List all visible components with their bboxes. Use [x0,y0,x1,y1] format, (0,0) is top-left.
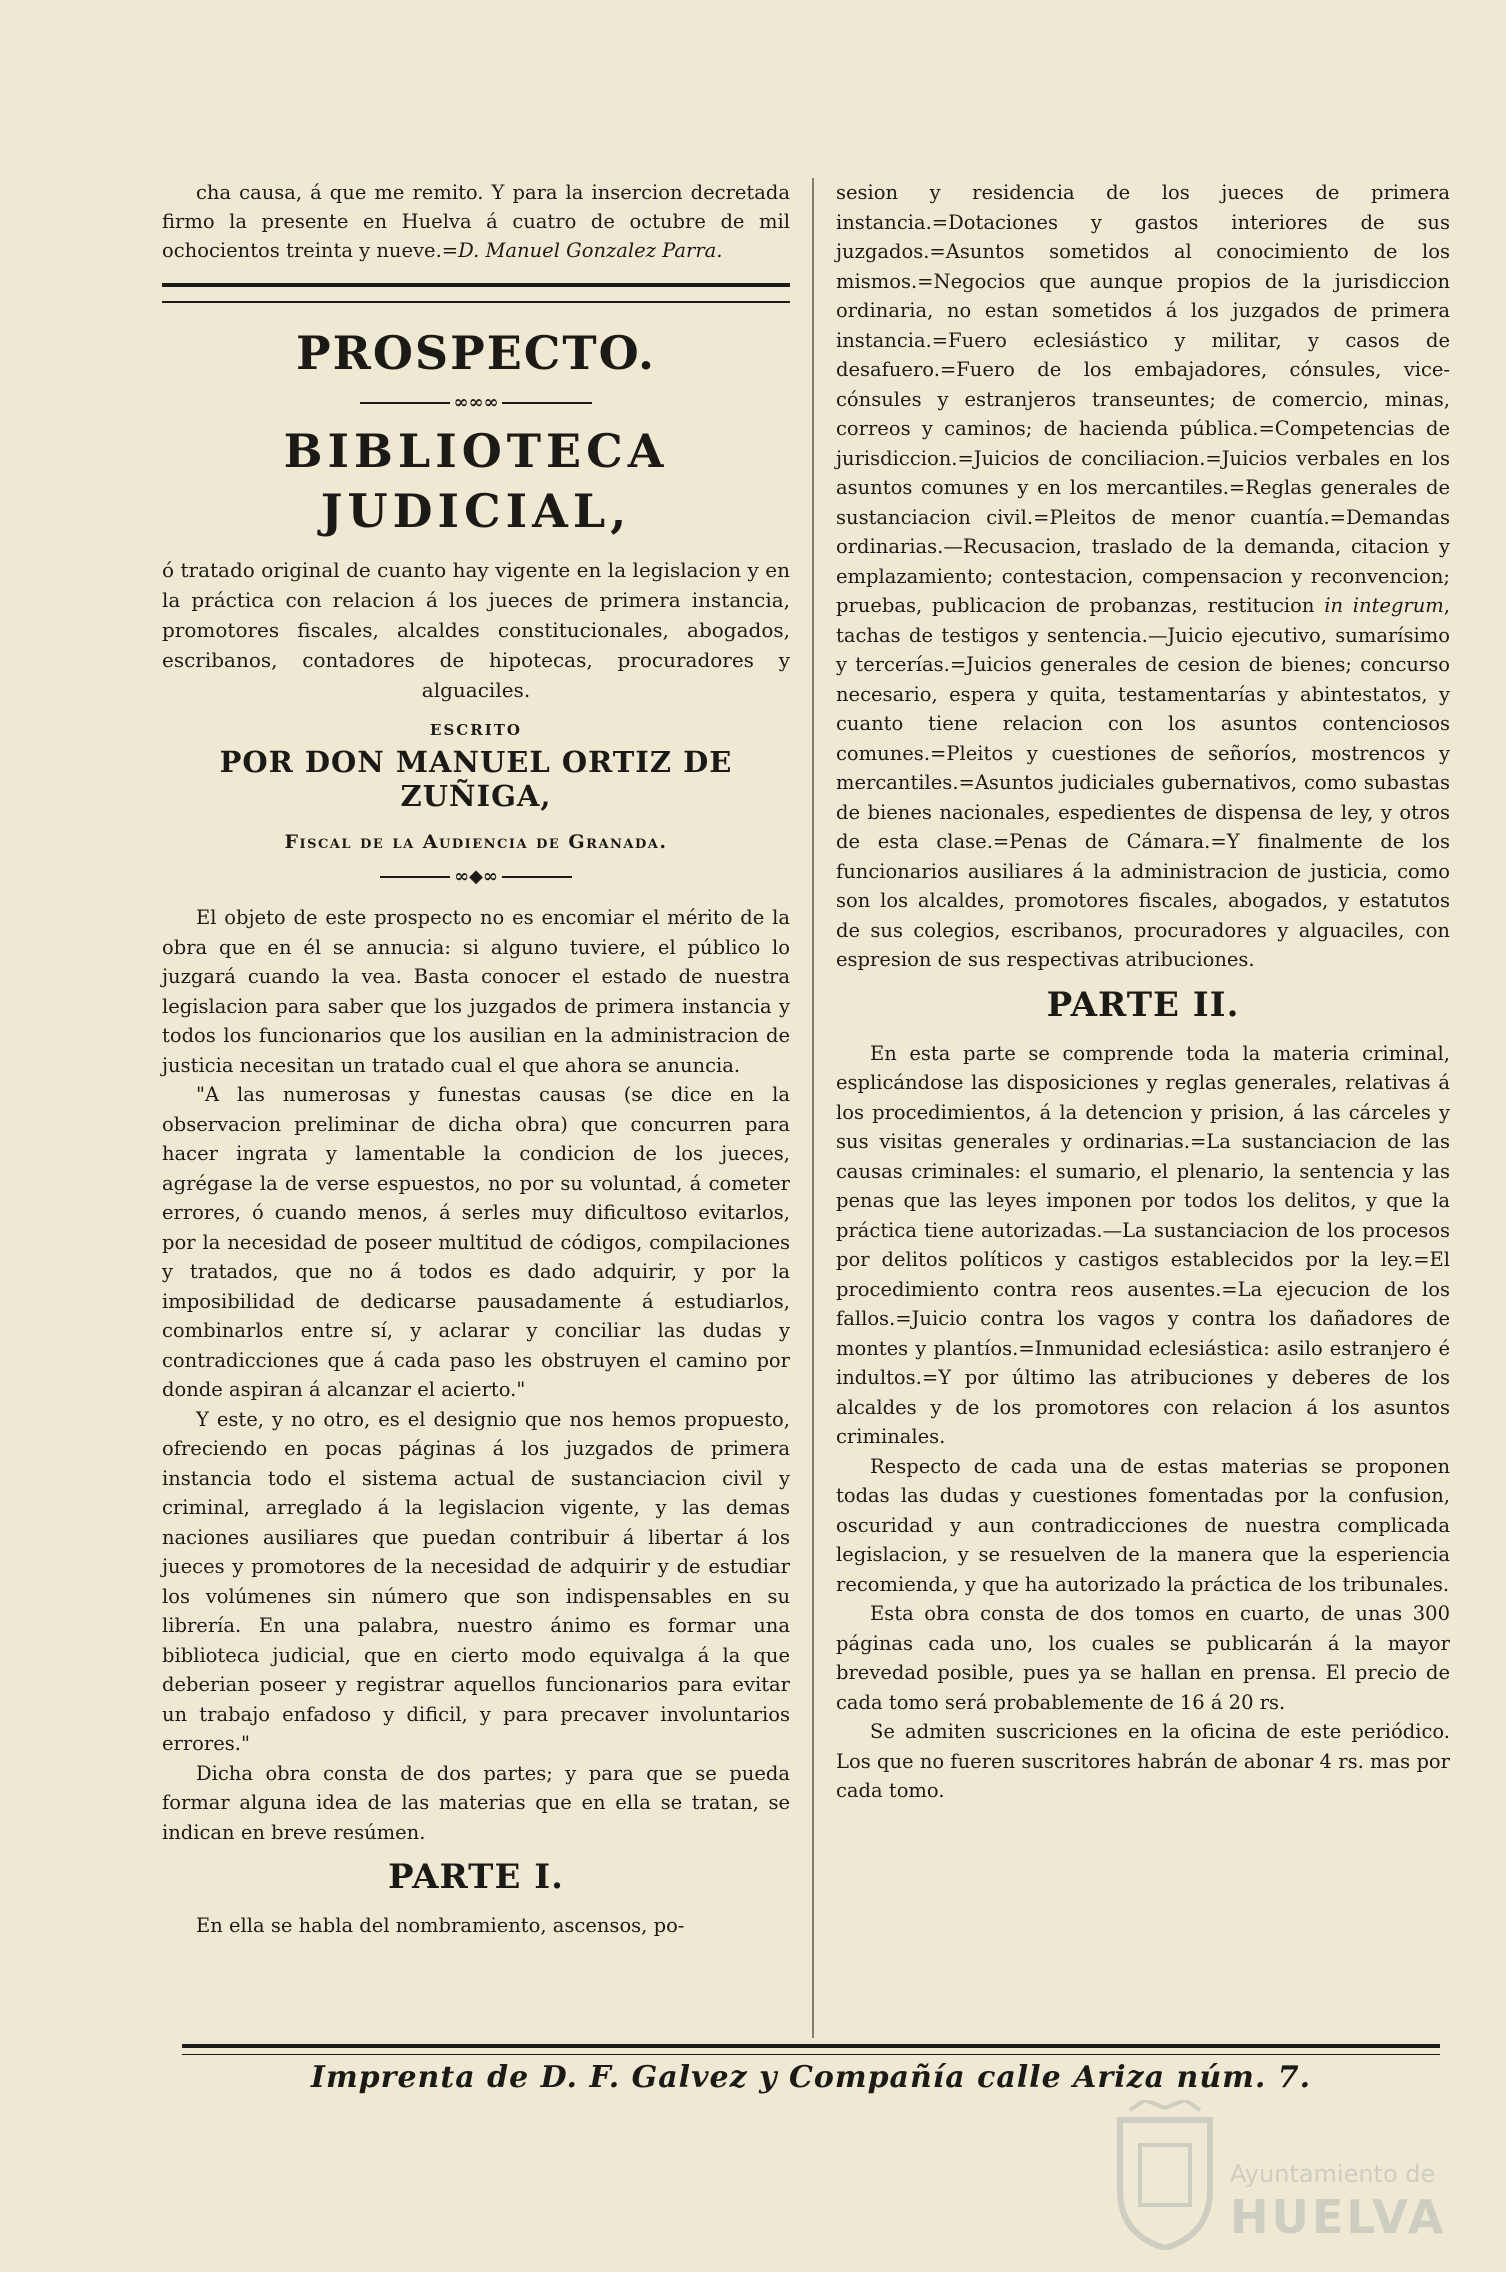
author-position: Fiscal de la Audiencia de Granada. [284,831,668,853]
parte-1-heading: PARTE I. [388,1857,564,1897]
body-paragraph: Se admiten suscriciones en la oficina de este periódico. Los que no fueren suscritores habrán de abonar 4 rs. mas por cada tomo. [836,1720,1450,1802]
parte-1-italic: in integrum [1324,594,1444,617]
ornament-line-icon [502,876,572,878]
right-column [836,178,1450,1806]
ornament-line-icon [360,402,450,404]
footer-rule [182,2044,1440,2055]
author-name: POR DON MANUEL ORTIZ DE ZUÑIGA, [219,745,733,813]
ornament-knot-icon: ∞∞∞ [453,392,499,413]
parte-1-continuation [836,178,1450,975]
subtitle: ó tratado original de cuanto hay vigente en la legislacion y en la práctica con relacion á los jueces de primera instancia, promotores fiscales, alcaldes constitucionales, abogados, escribanos, contadores de hipotecas, procuradores y alguaciles. [162,558,790,702]
body-paragraph: En esta parte se comprende toda la materia criminal, esplicándose las disposiciones y reglas generales, relativas á los procedimientos, á la detencion y prision, á las cárceles y sus visitas generales y ordinarias.=La sustanciacion de las causas criminales: el sumario, el plenario, la sentencia y las penas que las leyes imponen por todos los delitos, y que la práctica tiene autorizadas.—La sustanciacion de los procesos por delitos políticos y castigos establecidos por la ley.=El procedimiento contra reos ausentes.=La ejecucion de los fallos.=Juicio contra los vagos y contra los dañadores de montes y plantíos.=Inmunidad eclesiástica: asilo estranjero é indultos.=Y por último las atribuciones y deberes de los alcaldes y de los promotores con relacion á los asuntos criminales. [836,1041,1450,1448]
body-paragraph: "A las numerosas y funestas causas (se dice en la observacion preliminar de dicha obra) que concurren para hacer ingrata y lamentable la condicion de los jueces, agrégase la de verse espuestos, no por su voluntad, á cometer errores, ó cuando menos, á serles muy dificultoso evitarlos, por la necesidad de poseer multitud de códigos, compilaciones y tratados, que no á todos es dado adquirir, y por la imposibilidad de dedicarse pausadamente á estudiarlos, combinarlos entre sí, y aclarar y conciliar las dudas y contradicciones que á cada paso les obstruyen el camino por donde aspiran á alcanzar el acierto." [162,1083,790,1401]
body-paragraph: El objeto de este prospecto no es encomiar el mérito de la obra que en él se annucia: si alguno tuviere, el público lo juzgará cuando la vea. Basta conocer el estado de nuestra legislacion para saber que los juzgados de primera instancia y todos los funcionarios que los ausilian en la administracion de justicia necesitan un tratado cual el que ahora se anuncia. [162,906,790,1077]
body-paragraph: Y este, y no otro, es el designio que nos hemos propuesto, ofreciendo en pocas páginas á los juzgados de primera instancia todo el sistema actual de sustanciacion civil y criminal, arreglado á la legislacion vigente, y las demas naciones ausiliares que puedan contribuir á libertar á los jueces y promotores de la necesidad de adquirir y de estudiar los volúmenes sin número que son indispensables en su librería. En una palabra, nuestro ánimo es formar una biblioteca judicial, que en cierto modo equivalga á la que deberian poseer y registrar aquellos funcionarios para evitar un trabajo enfadoso y dificil, y para precaver involuntarios errores." [162,1407,790,1755]
publication-title: BIBLIOTECA JUDICIAL, [283,424,669,538]
watermark-line-2: HUELVA [1230,2190,1447,2244]
parte-1-text: sesion y residencia de los jueces de primera instancia.=Dotaciones y gastos interiores de sus juzgados.=Asuntos sometidos al conocimiento de los mismos.=Negocios que aunque propios de la jurisdiccion ordinaria, no estan sometidos á los juzgados de primera instancia.=Fuero eclesiástico y militar, y casos de desafuero.=Fuero de los embajadores, cónsules, vice-cónsules y estranjeros transeuntes; de comercio, minas, correos y caminos; de hacienda pública.=Competencias de jurisdiccion.=Juicios de conciliacion.=Juicios verbales en los asuntos comunes y en los mercantiles.=Reglas generales de sustanciacion civil.=Pleitos de menor cuantía.=Demandas ordinarias.—Recusacion, traslado de la demanda, citacion y emplazamiento; contestacion, compensacion y reconvencion; pruebas, publicacion de probanzas, restitucion [836,181,1450,617]
signature: D. Manuel Gonzalez Parra. [458,239,723,262]
left-column [162,178,790,1941]
parte-2-heading: PARTE II. [1046,984,1240,1025]
continuation-text: cha causa, á que me remito. Y para la insercion decretada firmo la presente en Huelva á cuatro de octubre de mil ochocientos treinta y nueve.= [162,181,790,262]
ornament-knot-icon: ∞◆∞ [454,866,498,887]
body-paragraph: Dicha obra consta de dos partes; y para que se pueda formar alguna idea de las materias que en ella se tratan, se indican en breve resúmen. [162,1761,790,1844]
prospecto-title: PROSPECTO. [296,326,656,380]
double-rule-divider [162,283,790,303]
ornament-divider [162,393,790,413]
body-paragraph: Respecto de cada una de estas materias se proponen todas las dudas y cuestiones fomentadas por la confusion, oscuridad y aun contradicciones de nuestra complicada legislacion, y se resuelven de la manera que la esperiencia recomienda, y que ha autorizado la práctica de los tribunales. [836,1454,1450,1596]
continuation-paragraph [162,178,790,265]
ornament-line-icon [502,402,592,404]
shield-icon [1110,2100,1220,2250]
column-divider [812,178,814,2038]
watermark-line-1: Ayuntamiento de [1230,2160,1436,2188]
ornament-divider [162,867,790,887]
parte-1-text-end: , tachas de testigos y sentencia.—Juicio ejecutivo, sumarísimo y tercerías.=Juicios generales de cesion de bienes; concurso necesario, espera y quita, testamentarías y abintestatos, y cuanto tiene relacion con los asuntos contenciosos comunes.=Pleitos y cuestiones de señoríos, mostrencos y mercantiles.=Asuntos judiciales gubernativos, como subastas de bienes nacionales, espedientes de dispensa de ley, y otros de esta clase.=Penas de Cámara.=Y finalmente de los funcionarios ausiliares á la administracion de justicia, como son los alcaldes, promotores fiscales, abogados, y estatutos de sus colegios, escribanos, procuradores y alguaciles, con espresion de sus respectivas atribuciones. [836,594,1450,971]
watermark-stamp [1110,2090,1470,2260]
escrito-label: ESCRITO [430,721,522,739]
ornament-line-icon [380,876,450,878]
parte-1-start: En ella se habla del nombramiento, ascensos, po- [196,1914,685,1937]
imprenta-footer: Imprenta de D. F. Galvez y Compañía calle Ariza núm. 7. [310,2060,1312,2095]
body-paragraph: Esta obra consta de dos tomos en cuarto, de unas 300 páginas cada uno, los cuales se publicarán á la mayor brevedad posible, pues ya se hallan en prensa. El precio de cada tomo será probablemente de 16 á 20 rs. [836,1602,1450,1714]
